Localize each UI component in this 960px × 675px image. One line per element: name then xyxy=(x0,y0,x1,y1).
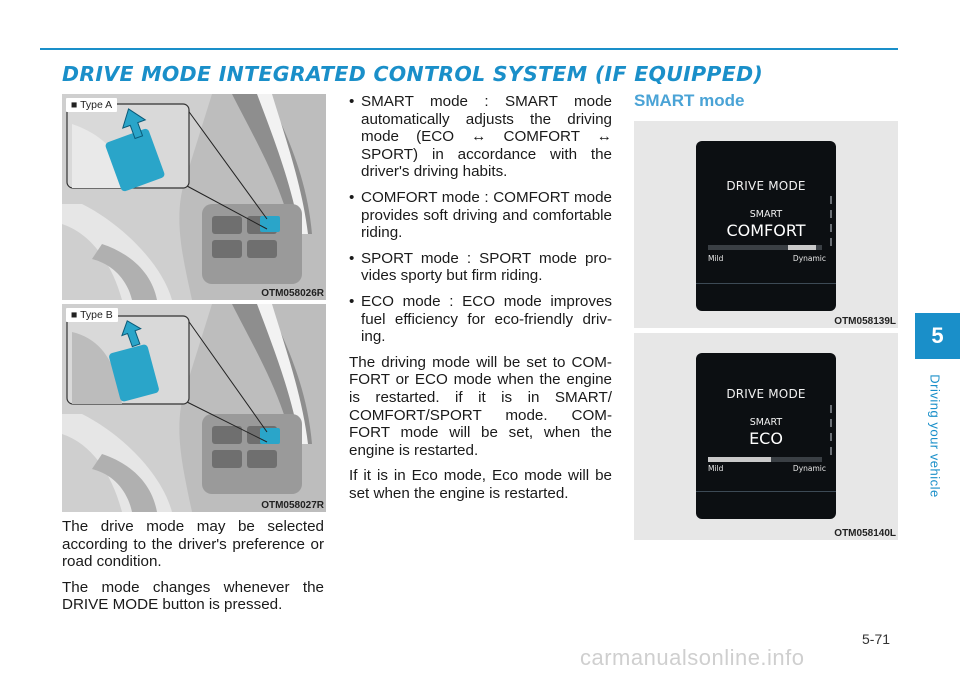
level-gauge xyxy=(708,457,822,462)
figure-caption: OTM058139L xyxy=(834,316,896,327)
paragraph: If it is in Eco mode, Eco mode will be set when the engine is restarted. xyxy=(349,467,612,502)
gauge-max-label: Dynamic xyxy=(792,464,826,473)
display-divider xyxy=(696,283,836,284)
list-item xyxy=(349,93,612,181)
console-illustration-type-a xyxy=(62,94,326,300)
gauge-max-label: Dynamic xyxy=(792,254,826,263)
display-mode: SMART xyxy=(749,209,783,220)
page-title: DRIVE MODE INTEGRATED CONTROL SYSTEM (IF EQUIPPED) xyxy=(62,62,764,86)
figure-type-a xyxy=(62,94,326,300)
display-mode: SMART xyxy=(749,417,783,428)
paragraph: The mode changes whenever the DRIVE MODE button is pressed. xyxy=(62,578,324,614)
display-panel-eco xyxy=(634,333,898,540)
figure-caption: OTM058140L xyxy=(834,528,896,539)
chapter-title-text: Driving your vehicle xyxy=(927,373,943,498)
gauge-min-label: Mild xyxy=(708,254,724,263)
list-item-text: ECO mode : ECO mode improves fuel efficiency for eco-friendly driv-ing. xyxy=(361,292,612,346)
display-divider xyxy=(696,491,836,492)
scale-ticks xyxy=(830,405,832,461)
mode-list xyxy=(349,93,612,346)
page-number: 5-71 xyxy=(862,631,891,647)
display-submode: COMFORT xyxy=(726,221,806,240)
list-item xyxy=(349,293,612,346)
header-rule xyxy=(40,48,898,50)
list-item xyxy=(349,250,612,285)
chapter-title xyxy=(925,368,945,503)
level-gauge-fill xyxy=(708,457,771,462)
cluster-display xyxy=(696,353,836,519)
paragraph: The drive mode may be selected according to the driver's preference or road condition. xyxy=(62,518,324,571)
type-b-label: ■ Type B xyxy=(66,308,118,322)
level-gauge-fill xyxy=(788,245,817,250)
scale-ticks xyxy=(830,196,832,252)
paragraph: The driving mode will be set to COM-FORT or ECO mode when the engine is restarted. if it is in SMART/ COMFORT/SPORT mode. COM-FORT mode will be set, when the engine is restarted. xyxy=(349,353,612,459)
display-panel-comfort xyxy=(634,121,898,328)
gauge-min-label: Mild xyxy=(708,464,724,473)
level-gauge xyxy=(708,245,822,250)
list-item-text: COMFORT mode : COMFORT mode provides soft driving and comfortable riding. xyxy=(361,188,612,242)
console-illustration-type-b xyxy=(62,304,326,512)
display-submode: ECO xyxy=(749,429,783,448)
type-a-label: ■ Type A xyxy=(66,98,117,112)
figure-caption: OTM058026R xyxy=(261,288,324,299)
list-item-text: SMART mode : SMART mode automatically adjusts the driving mode (ECO ↔ COMFORT ↔ SPORT) in accordance with the driver's driving habits. xyxy=(361,93,612,181)
display-title: DRIVE MODE xyxy=(726,387,806,401)
left-body-text xyxy=(62,518,324,622)
chapter-tab: 5 xyxy=(915,313,960,359)
cluster-display xyxy=(696,141,836,311)
list-item-text: SPORT mode : SPORT mode pro-vides sporty but firm riding. xyxy=(361,249,612,285)
bullet-icon: • xyxy=(349,249,355,267)
figure-type-b xyxy=(62,304,326,512)
section-subheading: SMART mode xyxy=(634,91,745,110)
bullet-icon: • xyxy=(349,93,355,110)
bullet-icon: • xyxy=(349,292,355,310)
display-title: DRIVE MODE xyxy=(726,179,806,193)
bullet-icon: • xyxy=(349,188,355,206)
middle-body-text xyxy=(349,93,612,510)
watermark: carmanualsonline.info xyxy=(580,645,805,670)
figure-caption: OTM058027R xyxy=(261,500,324,511)
list-item xyxy=(349,189,612,242)
